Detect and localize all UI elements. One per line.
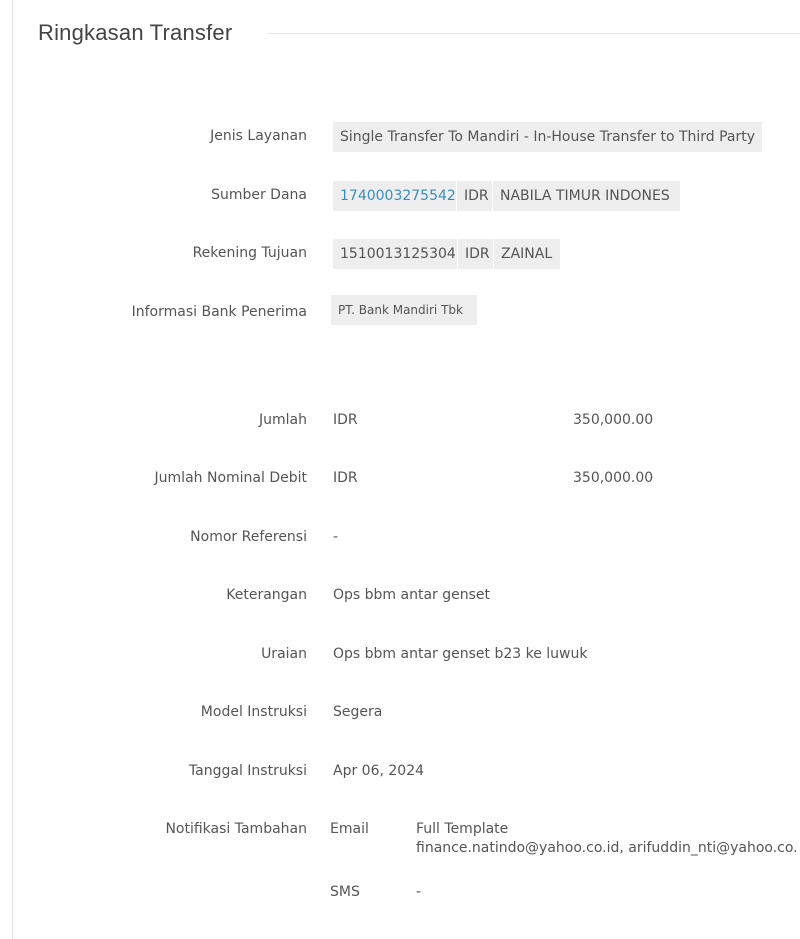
label-notifikasi-tambahan: Notifikasi Tambahan <box>165 821 307 837</box>
amount-currency: IDR <box>333 412 358 428</box>
instruction-mode: Segera <box>333 704 383 720</box>
value-jenis-layanan: Single Transfer To Mandiri - In-House Transfer to Third Party <box>333 122 762 152</box>
destination-currency: IDR <box>458 239 493 269</box>
notification-email-label: Email <box>330 821 369 837</box>
label-sumber-dana: Sumber Dana <box>211 187 307 203</box>
remark-value: Ops bbm antar genset <box>333 587 491 603</box>
label-model-instruksi: Model Instruksi <box>200 704 307 720</box>
label-uraian: Uraian <box>261 646 307 662</box>
label-informasi-bank: Informasi Bank Penerima <box>131 304 307 320</box>
label-rekening-tujuan: Rekening Tujuan <box>192 245 307 261</box>
notification-sms-label: SMS <box>330 884 360 900</box>
label-keterangan: Keterangan <box>226 587 307 603</box>
label-jumlah: Jumlah <box>259 412 307 428</box>
destination-account-name: ZAINAL <box>494 239 560 269</box>
destination-account: 1510013125304 <box>333 239 457 269</box>
receiving-bank: PT. Bank Mandiri Tbk <box>331 295 477 325</box>
source-account-link[interactable]: 1740003275542 <box>333 181 456 211</box>
description-value: Ops bbm antar genset b23 ke luwuk <box>333 646 588 662</box>
section-header <box>38 18 800 48</box>
source-currency: IDR <box>457 181 492 211</box>
section-title: Ringkasan Transfer <box>38 20 233 45</box>
notification-email-template: Full Template <box>416 821 509 837</box>
notification-sms-value: - <box>416 884 422 900</box>
debit-currency: IDR <box>333 470 358 486</box>
instruction-date: Apr 06, 2024 <box>333 763 425 779</box>
notification-email-recipients: finance.natindo@yahoo.co.id, arifuddin_nti@yahoo.co. <box>416 840 798 856</box>
header-divider <box>268 33 800 34</box>
label-tanggal-instruksi: Tanggal Instruksi <box>188 763 307 779</box>
label-jumlah-nominal-debit: Jumlah Nominal Debit <box>154 470 307 486</box>
label-nomor-referensi: Nomor Referensi <box>190 529 307 545</box>
debit-amount-value: 350,000.00 <box>573 470 654 486</box>
reference-number: - <box>333 529 339 545</box>
amount-value: 350,000.00 <box>573 412 654 428</box>
label-jenis-layanan: Jenis Layanan <box>210 128 307 144</box>
source-account-name: NABILA TIMUR INDONES <box>493 181 680 211</box>
